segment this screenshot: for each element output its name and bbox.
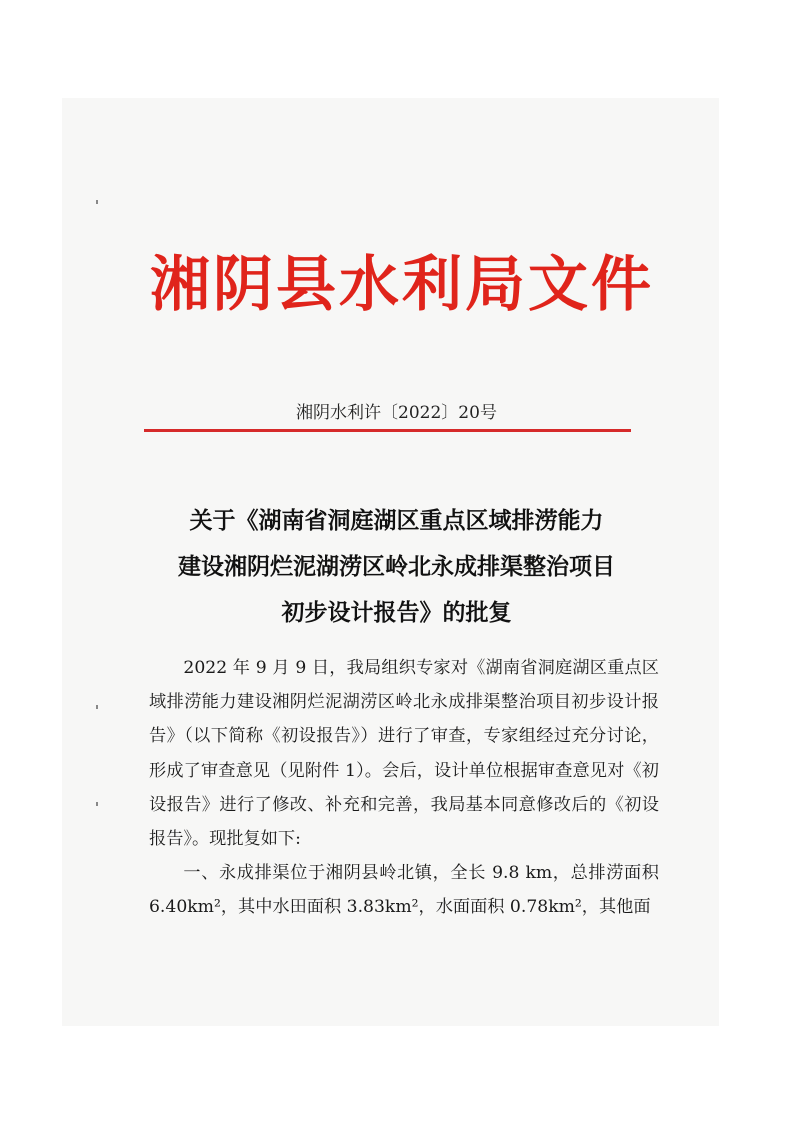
heading-line-3: 初步设计报告》的批复 [281, 599, 512, 626]
body-paragraph-1: 2022 年 9 月 9 日，我局组织专家对《湖南省洞庭湖区重点区域排涝能力建设湘阴烂泥湖涝区岭北永成排渠整治项目初步设计报告》（以下简称《初设报告》）进行了审查，专家组经过充分讨论，形成了审查意见（见附件 1）。会后，设计单位根据审查意见对《初设报告》进行了修改、补充和完善，我局基本同意修改后的《初设报告》。现批复如下: [149, 658, 659, 850]
document-heading [120, 498, 673, 636]
body-paragraph-2: 一、永成排渠位于湘阴县岭北镇，全长 9.8 km，总排涝面积 6.40km²，其中水田面积 3.83km²，水面面积 0.78km²，其他面 [149, 863, 659, 918]
document-number: 湘阴水利许〔2022〕20号 [296, 403, 497, 423]
document-body [149, 651, 659, 925]
heading-line-2: 建设湘阴烂泥湖涝区岭北永成排渠整治项目 [178, 553, 615, 580]
red-separator-line [144, 429, 631, 432]
binding-mark [96, 200, 98, 204]
heading-line-1: 关于《湖南省洞庭湖区重点区域排涝能力 [189, 507, 604, 534]
issuing-authority-title: 湘阴县水利局文件 [150, 250, 654, 320]
binding-mark [96, 705, 98, 709]
binding-mark [96, 802, 98, 806]
